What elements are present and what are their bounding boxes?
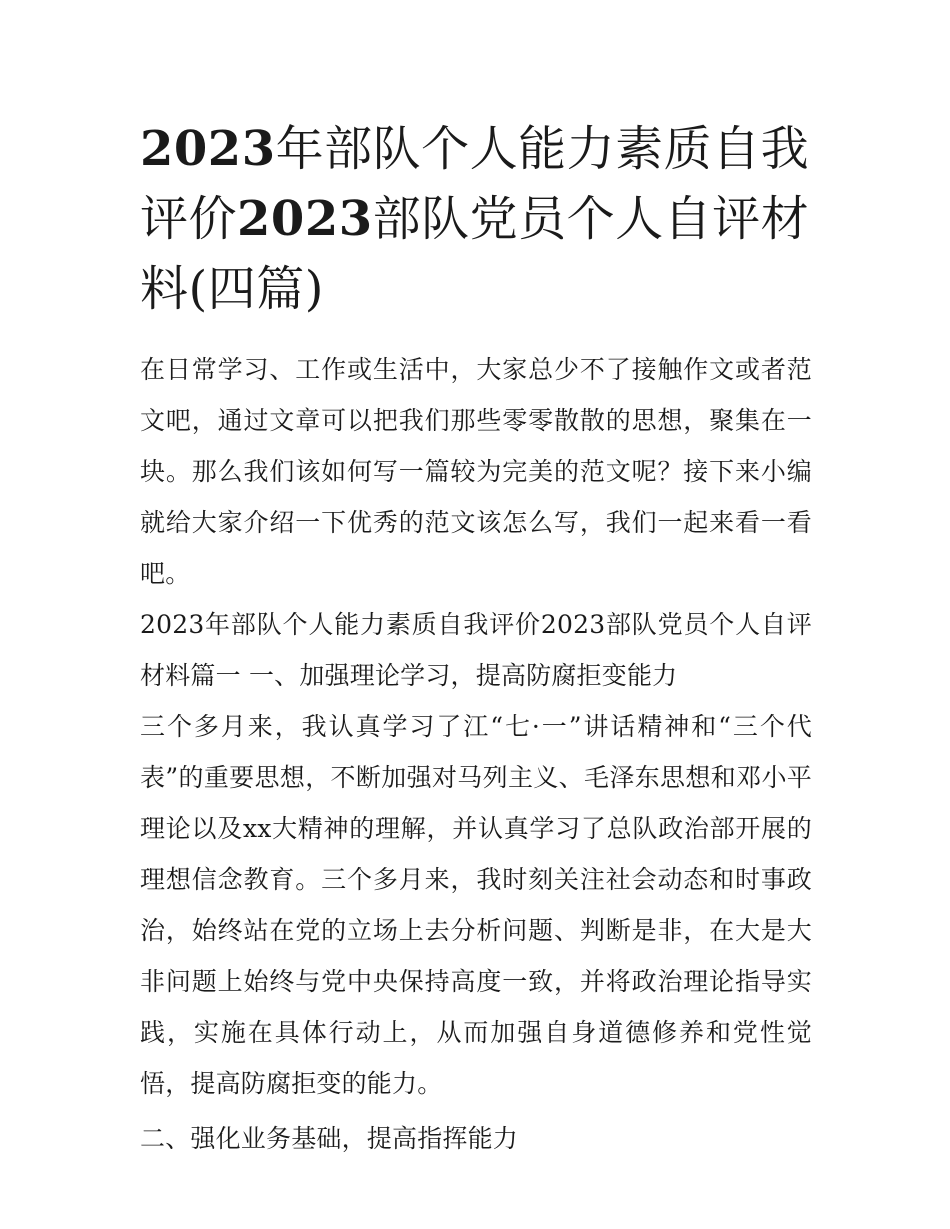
title-part: 2023 [140,121,276,177]
paragraph-section-heading: 2023年部队个人能力素质自我评价2023部队党员个人自评材料篇一 一、加强理论学习，提高防腐拒变能力 [140,610,812,690]
title-part: 部队党员个人自评材料(四篇) [140,191,810,317]
title-part: 2023 [237,191,373,247]
document-body [140,344,812,1164]
paragraph-subheading: 二、强化业务基础，提高指挥能力 [140,1124,519,1153]
paragraph-theory-study: 三个多月来，我认真学习了江“七·一”讲话精神和“三个代表”的重要思想，不断加强对马列主义、毛泽东思想和邓小平理论以及xx大精神的理解，并认真学习了总队政治部开展的理想信念教育。三个多月来，我时刻关注社会动态和时事政治，始终站在党的立场上去分析问题、判断是非，在大是大非问题上始终与党中央保持高度一致，并将政治理论指导实践，实施在具体行动上，从而加强自身道德修养和党性觉悟，提高防腐拒变的能力。 [140,712,812,1098]
document-page [140,114,812,1164]
title-part: 年部队个人能力素质自我评价 [140,121,810,247]
paragraph-intro: 在日常学习、工作或生活中，大家总少不了接触作文或者范文吧，通过文章可以把我们那些零零散散的思想，聚集在一块。那么我们该如何写一篇较为完美的范文呢？接下来小编就给大家介绍一下优秀的范文该怎么写，我们一起来看一看吧。 [140,355,812,588]
document-title [140,114,812,324]
